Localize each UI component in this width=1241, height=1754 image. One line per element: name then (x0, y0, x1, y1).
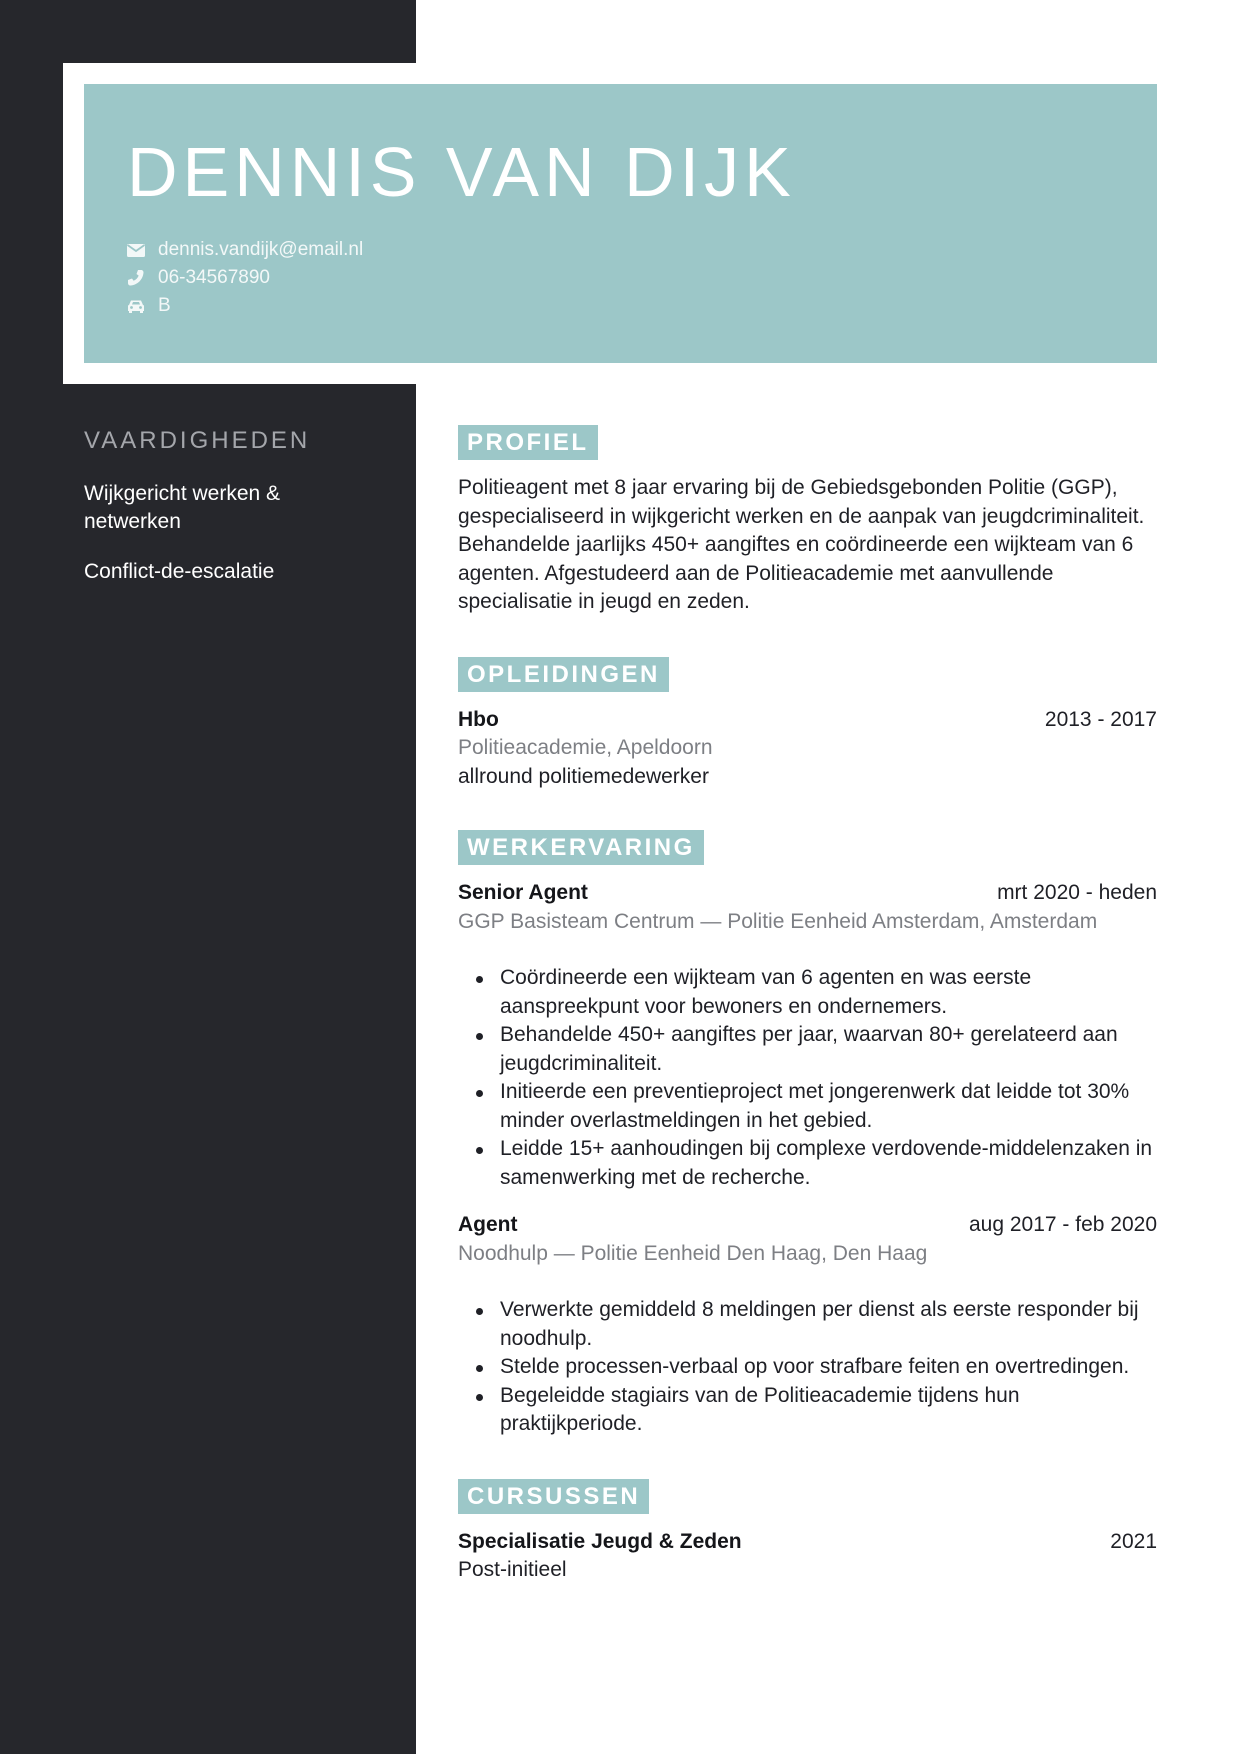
courses-heading: CURSUSSEN (458, 1479, 649, 1514)
education-description: allround politiemedewerker (458, 764, 709, 788)
list-item: Stelde processen-verbaal op voor strafbare feiten en overtredingen. (458, 1353, 1157, 1382)
envelope-icon (126, 240, 146, 260)
education-entry-header (458, 706, 1157, 735)
contact-list (126, 236, 363, 320)
experience-heading: WERKERVARING (458, 830, 704, 865)
license-text: B (158, 295, 171, 316)
phone-text: 06-34567890 (158, 267, 270, 288)
education-dates: 2013 - 2017 (1044, 707, 1157, 731)
job-dates: mrt 2020 - heden (997, 881, 1157, 904)
candidate-name: DENNIS VAN DIJK (127, 133, 796, 211)
list-item: Verwerkte gemiddeld 8 meldingen per dienst als eerste responder bij noodhulp. (458, 1296, 1157, 1353)
contact-license (126, 292, 363, 320)
phone-icon (126, 268, 146, 288)
job-title: Agent (458, 1213, 518, 1236)
experience-entry (458, 879, 1157, 1192)
education-heading: OPLEIDINGEN (458, 657, 669, 692)
course-entry-header (458, 1528, 1157, 1557)
education-section (458, 657, 1157, 792)
experience-section (458, 830, 1157, 1439)
header (84, 84, 1157, 363)
profile-section (458, 425, 1157, 617)
contact-phone (126, 264, 363, 292)
list-item: Behandelde 450+ aangiftes per jaar, waarvan 80+ gerelateerd aan jeugdcriminaliteit. (458, 1021, 1157, 1078)
experience-entry-header (458, 879, 1157, 908)
job-title: Senior Agent (458, 881, 588, 904)
education-institution: Politieacademie, Apeldoorn (458, 736, 713, 759)
profile-heading: PROFIEL (458, 425, 598, 460)
skill-item: Wijkgericht werken & netwerken (84, 482, 281, 533)
skills-heading: VAARDIGHEDEN (84, 427, 311, 454)
list-item: Initieerde een preventieproject met jongerenwerk dat leidde tot 30% minder overlastmeldingen in het gebied. (458, 1078, 1157, 1135)
courses-section (458, 1479, 1157, 1585)
skill-item: Conflict-de-escalatie (84, 560, 275, 583)
list-item: Leidde 15+ aanhoudingen bij complexe verdovende-middelenzaken in samenwerking met de recherche. (458, 1135, 1157, 1192)
job-organization: GGP Basisteam Centrum — Politie Eenheid Amsterdam, Amsterdam (458, 909, 1098, 933)
experience-entry-header (458, 1211, 1157, 1240)
email-text: dennis.vandijk@email.nl (158, 239, 364, 260)
profile-text: Politieagent met 8 jaar ervaring bij de Gebiedsgebonden Politie (GGP), gespecialiseerd in wijkgericht werken en de aanpak van jeugdcriminaliteit. Behandelde jaarlijks 450+ aangiftes en coördineerde een wijkteam van 6 agenten. Afgestudeerd aan de Politieacademie met aanvullende specialisatie in jeugd en zeden. (458, 476, 1145, 613)
list-item: Begeleidde stagiairs van de Politieacademie tijdens hun praktijkperiode. (458, 1382, 1157, 1439)
job-dates: aug 2017 - feb 2020 (969, 1213, 1157, 1236)
main-content (458, 425, 1157, 1585)
course-title: Specialisatie Jeugd & Zeden (458, 1529, 742, 1553)
course-description: Post-initieel (458, 1558, 567, 1581)
job-bullets (458, 964, 1157, 1192)
car-icon (126, 296, 146, 316)
job-bullets (458, 1296, 1157, 1439)
course-date: 2021 (1110, 1529, 1157, 1553)
list-item: Coördineerde een wijkteam van 6 agenten en was eerste aanspreekpunt voor bewoners en ondernemers. (458, 964, 1157, 1021)
contact-email (126, 236, 363, 264)
education-title: Hbo (458, 707, 499, 731)
job-organization: Noodhulp — Politie Eenheid Den Haag, Den Haag (458, 1241, 928, 1265)
experience-entry (458, 1211, 1157, 1439)
education-entry (458, 706, 1157, 792)
course-entry (458, 1528, 1157, 1585)
